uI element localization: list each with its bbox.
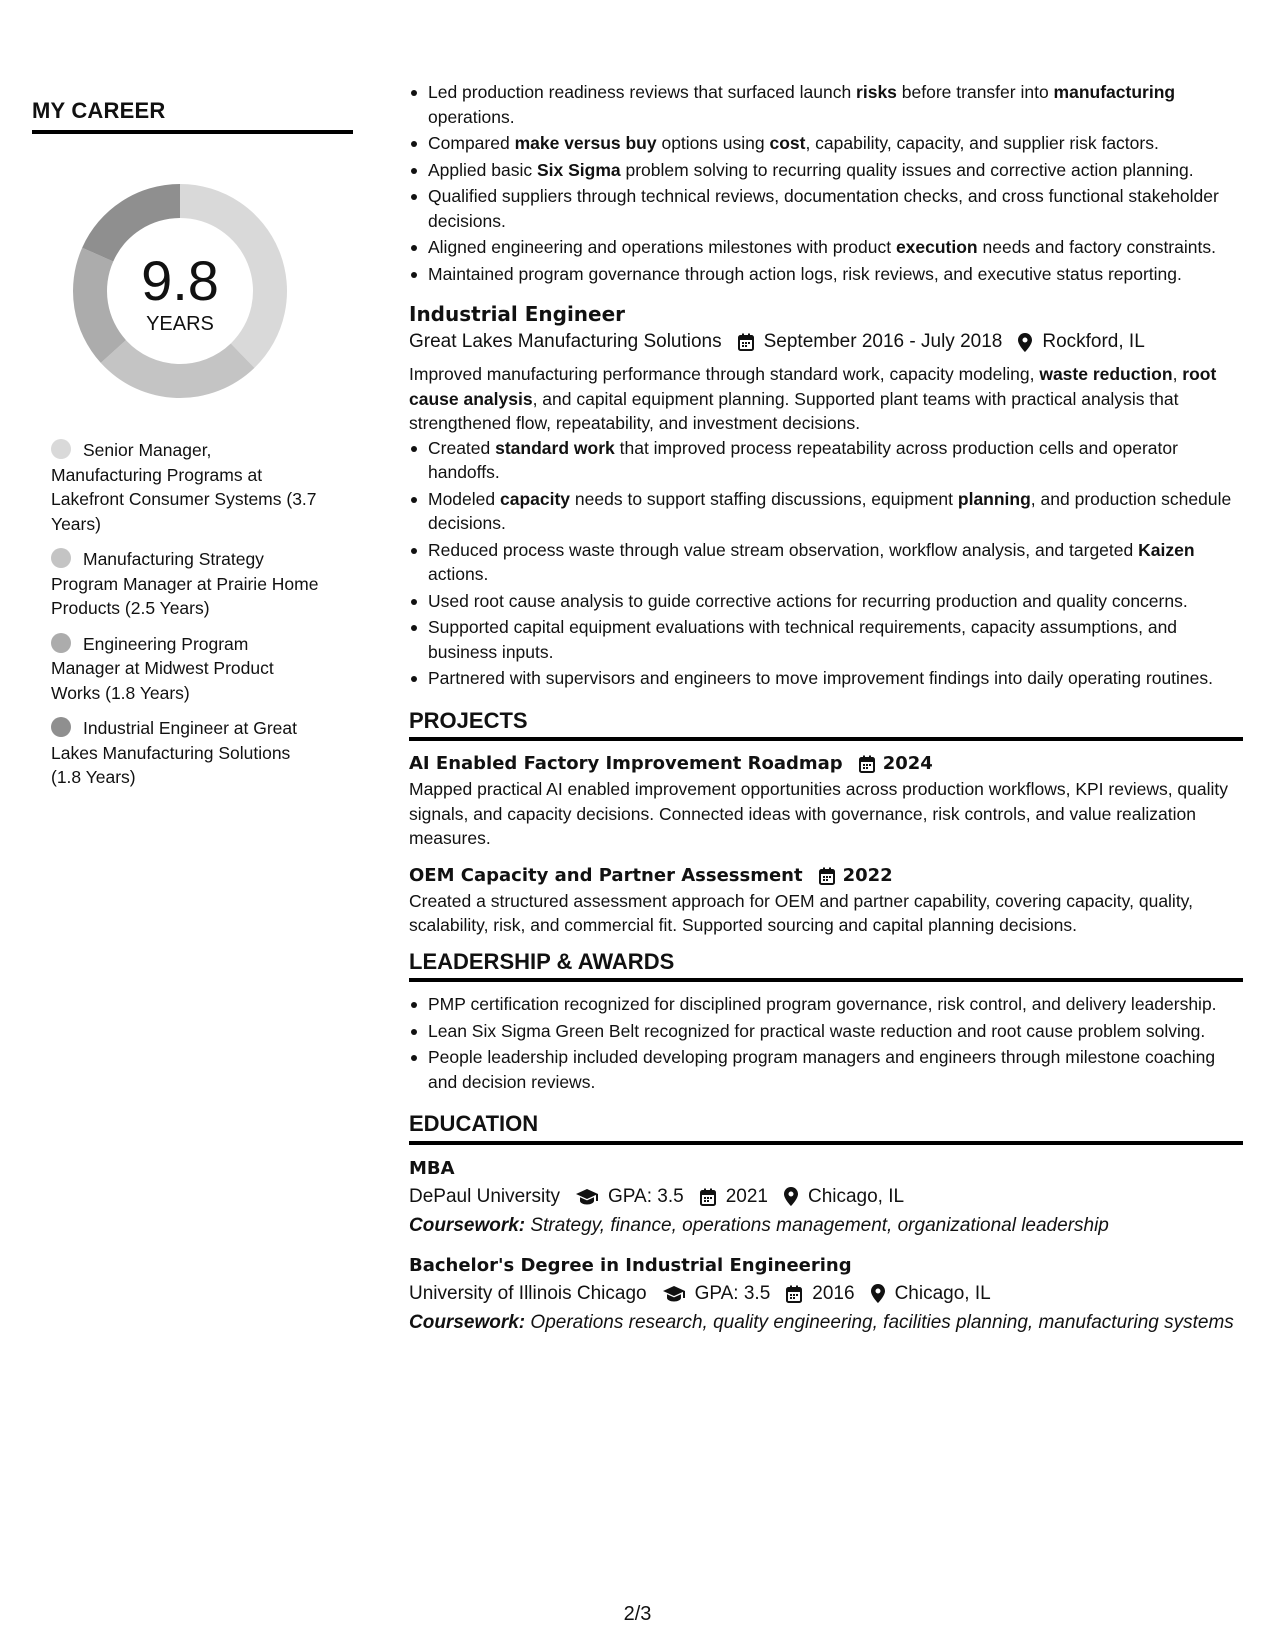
project-name: OEM Capacity and Partner Assessment [409,864,803,886]
total-years-unit: YEARS [146,312,214,335]
project-description: Mapped practical AI enabled improvement opportunities across production workflows, KPI reviews, quality signals, and capacity decisions. Connected ideas with governance, risk controls, and value realization measures. [409,779,1229,848]
legend-dot-icon [51,633,71,653]
project-title [409,751,1243,777]
project-title [409,863,1243,889]
previous-role-bullets [409,80,1243,286]
job-bullets [409,436,1243,691]
career-sidebar [32,98,353,801]
coursework: Coursework: Strategy, finance, operations management, organizational leadership [409,1214,1109,1236]
education-heading: EDUCATION [409,1112,1243,1145]
projects-list [409,751,1243,938]
location-pin-icon [784,1187,798,1206]
degree-title: Bachelor's Degree in Industrial Engineering [409,1254,852,1276]
legend-label: Senior Manager, Manufacturing Programs at Lakefront Consumer Systems (3.7 Years) [51,440,317,534]
bullet-item: Reduced process waste through value stream observation, workflow analysis, and targeted Kaizen actions. [409,538,1243,587]
main-column [409,80,1243,1349]
school-name: DePaul University [409,1185,560,1207]
bullet-item: Supported capital equipment evaluations with technical requirements, capacity assumptions, and business inputs. [409,615,1243,664]
career-legend-item [51,438,321,536]
projects-heading: PROJECTS [409,709,1243,742]
leadership-list [409,992,1243,1094]
legend-label: Manufacturing Strategy Program Manager at Prairie Home Products (2.5 Years) [51,549,319,618]
graduation-cap-icon [576,1189,598,1205]
career-legend-item [51,547,321,621]
project-year: 2022 [819,863,893,889]
school-name: University of Illinois Chicago [409,1282,647,1304]
project-name: AI Enabled Factory Improvement Roadmap [409,753,843,774]
donut-center [67,178,293,404]
bullet-item: Maintained program governance through action logs, risk reviews, and executive status reporting. [409,262,1243,287]
school-location: Chicago, IL [807,1185,905,1207]
job-title: Industrial Engineer [409,302,626,326]
gpa: GPA: 3.5 [608,1185,684,1207]
bullet-item: Modeled capacity needs to support staffing discussions, equipment planning, and production schedule decisions. [409,487,1243,536]
education-meta [409,1183,1243,1211]
coursework: Coursework: Operations research, quality engineering, facilities planning, manufacturing systems [409,1311,1234,1333]
job-dates: September 2016 - July 2018 [763,331,1003,352]
degree-title: MBA [409,1157,455,1179]
bullet-item: Partnered with supervisors and engineers to move improvement findings into daily operating routines. [409,666,1243,691]
graduation-year: 2016 [812,1282,855,1304]
job-summary: Improved manufacturing performance through standard work, capacity modeling, waste reduction, root cause analysis, and capital equipment planning. Supported plant teams with practical analysis that strengthened flow, repeatability, and investment decisions. [409,364,1217,433]
calendar-icon [738,333,754,351]
job-meta [409,328,1243,356]
education-list [409,1155,1243,1335]
award-item: PMP certification recognized for disciplined program governance, risk control, and delivery leadership. [409,992,1243,1017]
career-heading: MY CAREER [32,98,353,134]
award-item: People leadership included developing program managers and engineers through milestone coaching and decision reviews. [409,1045,1243,1094]
career-legend-item [51,632,321,706]
job-company: Great Lakes Manufacturing Solutions [409,331,722,352]
bullet-item: Created standard work that improved process repeatability across production cells and operator handoffs. [409,436,1243,485]
education-meta [409,1280,1243,1308]
legend-label: Engineering Program Manager at Midwest Product Works (1.8 Years) [51,633,274,703]
bullet-item: Used root cause analysis to guide corrective actions for recurring production and quality concerns. [409,589,1243,614]
gpa: GPA: 3.5 [694,1282,771,1304]
school-location: Chicago, IL [894,1282,991,1304]
total-years-value: 9.8 [141,248,219,312]
job-location: Rockford, IL [1042,331,1145,352]
bullet-item: Compared make versus buy options using cost, capability, capacity, and supplier risk factors. [409,131,1243,156]
bullet-item: Aligned engineering and operations milestones with product execution needs and factory constraints. [409,235,1243,260]
project-description: Created a structured assessment approach for OEM and partner capability, covering capacity, quality, scalability, risk, and commercial fit. Supported sourcing and capital planning decisions. [409,890,1193,935]
career-legend-item [51,716,321,790]
legend-label: Industrial Engineer at Great Lakes Manufacturing Solutions (1.8 Years) [51,718,298,787]
career-legend [51,438,321,790]
bullet-item: Applied basic Six Sigma problem solving to recurring quality issues and corrective action planning. [409,158,1243,183]
award-item: Lean Six Sigma Green Belt recognized for practical waste reduction and root cause problem solving. [409,1019,1243,1044]
location-pin-icon [1018,333,1032,352]
page-number: 2/3 [623,1603,652,1625]
leadership-heading: LEADERSHIP & AWARDS [409,950,1243,983]
graduation-cap-icon [663,1286,685,1302]
calendar-icon [786,1285,802,1303]
graduation-year: 2021 [725,1185,768,1207]
project-year: 2024 [859,751,933,777]
calendar-icon [859,755,875,773]
calendar-icon [700,1188,716,1206]
legend-dot-icon [51,717,71,737]
bullet-item: Qualified suppliers through technical reviews, documentation checks, and cross functional stakeholder decisions. [409,184,1243,233]
calendar-icon [819,867,835,885]
legend-dot-icon [51,439,71,459]
legend-dot-icon [51,548,71,568]
bullet-item: Led production readiness reviews that surfaced launch risks before transfer into manufacturing operations. [409,80,1243,129]
location-pin-icon [871,1284,885,1303]
career-donut-chart [67,178,293,404]
